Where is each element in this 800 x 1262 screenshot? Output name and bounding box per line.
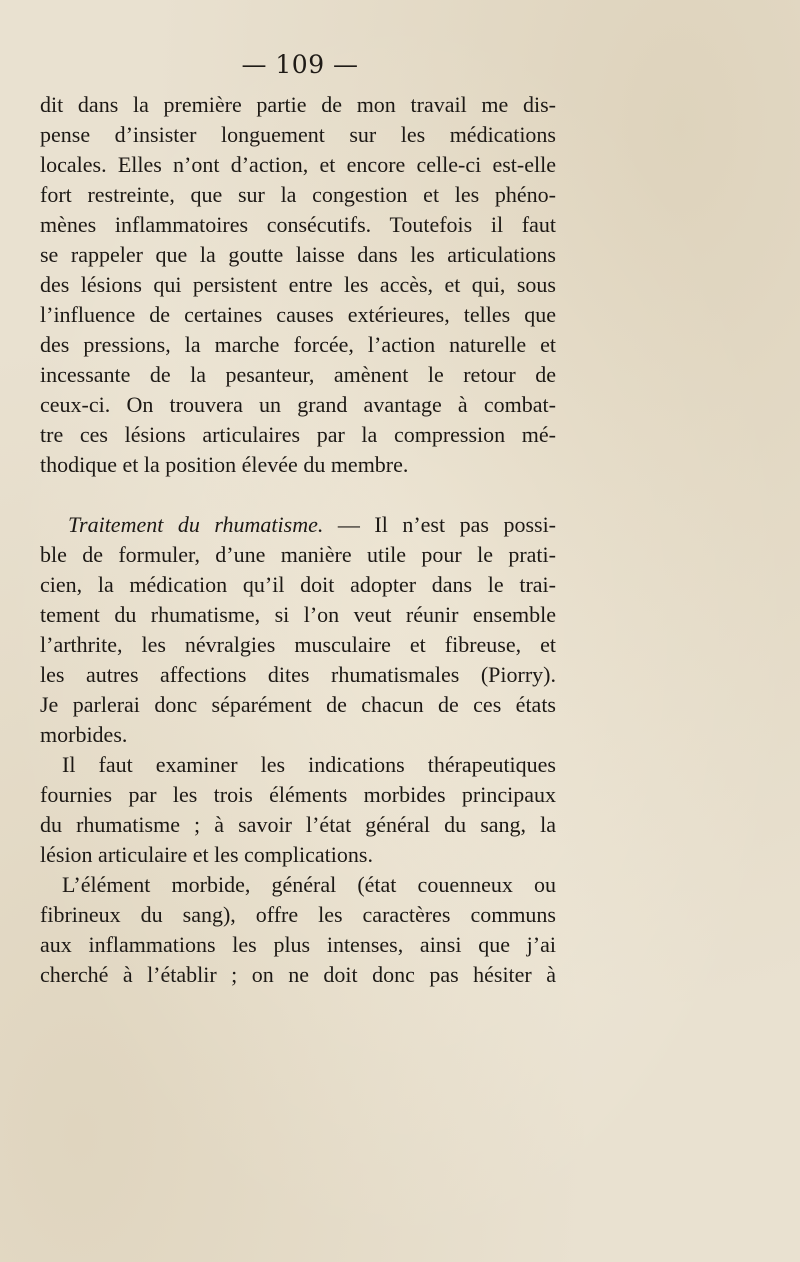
text-line-with-heading: [40, 510, 556, 540]
paragraph-gout-local-treatment: [40, 90, 556, 480]
text-line: L’élément morbide, général (état couenneux ou: [62, 872, 556, 897]
text-line: morbides.: [40, 722, 128, 747]
text-line: Il faut examiner les indications thérapeutiques: [62, 752, 556, 777]
text-line: dit dans la première partie de mon travail me dis-: [40, 92, 556, 117]
text-line: se rappeler que la goutte laisse dans les articulations: [40, 242, 556, 267]
text-line: cien, la médication qu’il doit adopter dans le trai-: [40, 572, 556, 597]
text-line: — Il n’est pas possi-: [323, 512, 557, 537]
text-line: tement du rhumatisme, si l’on veut réunir ensemble: [40, 602, 556, 627]
text-line: ceux-ci. On trouvera un grand avantage à combat-: [40, 392, 556, 417]
section-heading: Traitement du rhumatisme.: [68, 512, 324, 537]
text-line: locales. Elles n’ont d’action, et encore celle-ci est-elle: [40, 152, 556, 177]
text-line: fournies par les trois éléments morbides principaux: [40, 782, 556, 807]
text-line: aux inflammations les plus intenses, ainsi que j’ai: [40, 932, 556, 957]
text-line: tre ces lésions articulaires par la compression mé-: [40, 422, 556, 447]
text-line: ble de formuler, d’une manière utile pour le prati-: [40, 542, 556, 567]
text-line: mènes inflammatoires consécutifs. Toutefois il faut: [40, 212, 556, 237]
text-line: l’arthrite, les névralgies musculaire et fibreuse, et: [40, 632, 556, 657]
text-line: pense d’insister longuement sur les médications: [40, 122, 556, 147]
text-line: fort restreinte, que sur la congestion et les phéno-: [40, 182, 556, 207]
text-line: lésion articulaire et les complications.: [40, 842, 373, 867]
text-line: des pressions, la marche forcée, l’action naturelle et: [40, 332, 556, 357]
text-line: l’influence de certaines causes extérieures, telles que: [40, 302, 556, 327]
page-number: — 109 —: [241, 50, 359, 79]
text-line: thodique et la position élevée du membre.: [40, 452, 409, 477]
text-line: des lésions qui persistent entre les accès, et qui, sous: [40, 272, 556, 297]
text-line: du rhumatisme ; à savoir l’état général du sang, la: [40, 812, 556, 837]
text-line: les autres affections dites rhumatismales (Piorry).: [40, 662, 556, 687]
text-line: cherché à l’établir ; on ne doit donc pas hésiter à: [40, 962, 556, 987]
text-line: incessante de la pesanteur, amènent le retour de: [40, 362, 556, 387]
section-rheumatism-treatment: [40, 510, 556, 990]
text-line: Je parlerai donc séparément de chacun de ces états: [40, 692, 556, 717]
text-line: fibrineux du sang), offre les caractères communs: [40, 902, 556, 927]
